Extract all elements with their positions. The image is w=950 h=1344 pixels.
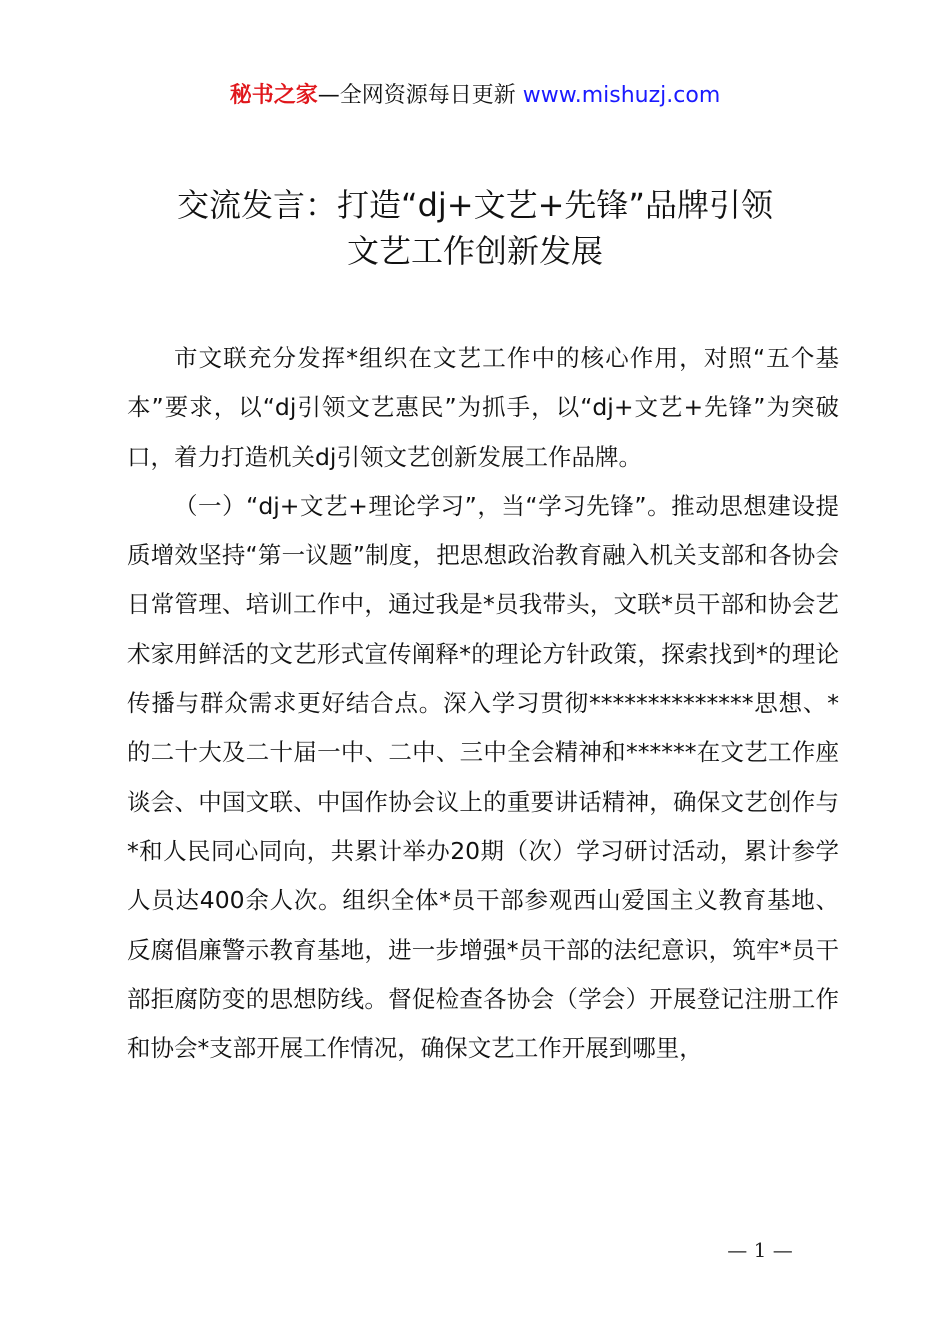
site-tagline: —全网资源每日更新	[317, 83, 516, 108]
title-line-1: 交流发言：打造“dj+文艺+先锋”品牌引领	[177, 186, 773, 224]
title-line-2: 文艺工作创新发展	[346, 232, 603, 270]
site-brand: 秘书之家	[229, 83, 318, 108]
paragraph-section-1: （一）“dj+文艺+理论学习”，当“学习先锋”。推动思想建设提质增效坚持“第一议题”制度，把思想政治教育融入机关支部和各协会日常管理、培训工作中，通过我是*员我带头，文联*员干部和协会艺术家用鲜活的文艺形式宣传阐释*的理论方针政策，探索找到*的理论传播与群众需求更好结合点。深入学习贯彻**************思想、*的二十大及二十届一中、二中、三中全会精神和******在文艺工作座谈会、中国文联、中国作协会议上的重要讲话精神，确保文艺创作与*和人民同心同向，共累计举办20期（次）学习研讨活动，累计参学人员达400余人次。组织全体*员干部参观西山爱国主义教育基地、反腐倡廉警示教育基地，进一步增强*员干部的法纪意识，筑牢*员干部拒腐防变的思想防线。督促检查各协会（学会）开展登记注册工作和协会*支部开展工作情况，确保文艺工作开展到哪里，	[127, 491, 839, 1063]
document-body	[127, 334, 839, 1073]
site-header	[0, 80, 950, 112]
document-title	[0, 182, 950, 274]
site-url-link[interactable]: www.mishuzj.com	[522, 83, 721, 108]
page-number: — 1 —	[727, 1238, 793, 1262]
paragraph-intro: 市文联充分发挥*组织在文艺工作中的核心作用，对照“五个基本”要求，以“dj引领文艺惠民”为抓手，以“dj+文艺+先锋”为突破口，着力打造机关dj引领文艺创新发展工作品牌。	[127, 344, 839, 471]
